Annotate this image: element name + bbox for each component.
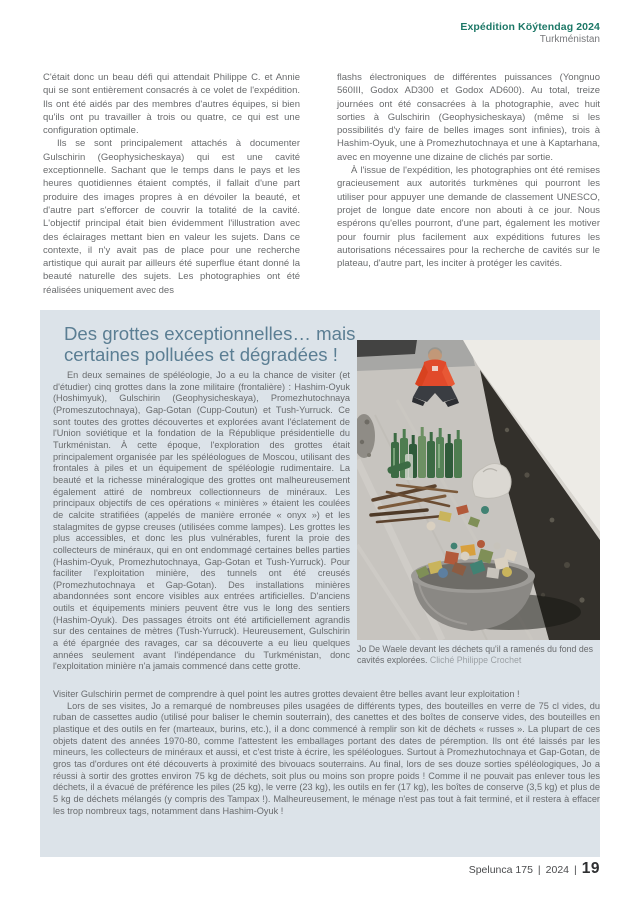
feature-heading-line1: Des grottes exceptionnelles… mais [64,323,356,344]
feature-text-column [53,370,350,673]
footer-separator: | [574,864,577,876]
feature-heading-line2: certaines polluées et dégradées ! [64,343,338,365]
magazine-name: Spelunca 175 [468,864,533,876]
expedition-title: Expédition Köýtendag 2024 [460,21,600,33]
feature-paragraph: Lors de ses visites, Jo a remarqué de nombreuses piles usagées de différents types, des bouteilles en verre de 75 cl vides, du ruban de cassettes audio (utilisé pour baliser le chemin souterrain), des canettes et des boîtes de conserve vides, des bouteilles en plastique et des outils en fer (marteaux, burins, etc.), il a donc commencé à remplir son kit de déchets « russes ». La plupart de ces objets datent des années 1970-80, comme l'attestent les emballages portant des dates de péremption. Ils ont été laissés par les mineurs, les collecteurs de minéraux et aussi, et c'est triste à écrire, les spéléologues. Surtout à Promezhutochnaya et Gap-Gotan, de gros tas d'ordures ont été découverts à proximité des bivouacs souterrains. Au final, lors de ses douze sorties spéléologiques, Jo a réussi à sortir des grottes environ 75 kg de déchets, soit plus ou moins son propre poids ! Comme il ne pouvait pas enlever tous les déchets, il a évacué de préférence les piles (25 kg), le verre (23 kg), les outils en fer (17 kg), les boîtes de conserve (3,5 kg) et plus de 5 kg de déchets mélangés (y compris des Tampax !). Malheureusement, le ménage n'est pas tout à fait terminé, et il restera à effacer les trop nombreux tags, notamment dans Hashim-Oyuk ! [53,700,600,816]
running-head [460,21,600,46]
intro-paragraph: C'était donc un beau défi qui attendait Philippe C. et Annie qui se sont entièrement consacrés à ce volet de l'expédition. Ils ont été aidés par des membres d'autres équipes, si bien qu'ils ont pu travailler à trois ou quatre, ce qui est une configuration optimale. [43,72,300,137]
page-number: 19 [581,860,600,877]
page-footer [469,860,600,878]
footer-separator: | [537,864,541,876]
intro-column-left [43,71,300,297]
photo-credit: Cliché Philippe Crochet [429,654,522,665]
feature-paragraph: Visiter Gulschirin permet de comprendre à quel point les autres grottes devaient être belles avant leur exploitation ! [53,689,520,699]
intro-section [43,71,600,297]
intro-paragraph: flashs électroniques de différentes puissances (Yongnuo 560III, Godox AD300 et Godox AD600). Au total, treize journées ont été consacrées à la photographie, avec huit sorties à Gulschirin (Geophysicheskaya) (même si les possibilités d'y faire de belles images sont infinies), trois à Hashim-Oyuk, une à Promezhutochnaya et une à Kaptarhana, avec en moyenne une dizaine de clichés par sortie. [337,72,600,163]
feature-fullwidth-text [53,689,600,817]
photo-caption [357,644,600,666]
expedition-photo [357,340,600,640]
photo-caption-text: Jo De Waele devant les déchets qu'il a ramenés du fond des cavités explorées. [357,644,594,665]
intro-column-right [337,71,600,297]
intro-paragraph: À l'issue de l'expédition, les photographies ont été remises gracieusement aux autorités turkmènes qui pourront les utiliser pour appuyer une demande de classement UNESCO, projet de longue date encore non abouti à ce jour. Nous espérons qu'elles pourront, d'une part, également les motiver pour fournir plus facilement aux expéditions futures les autorisations nécessaires pour la recherche de cavités sur le plateau, d'autre part, les inciter à protéger les cavités. [337,165,600,270]
intro-paragraph: Ils se sont principalement attachés à documenter Gulschirin (Geophysicheskaya) qui est une cavité exceptionnelle. Sachant que le temps dans le pays et les heures quotidiennes étaient comptés, il fallait d'une part produire des images propres à en dévoiler la beauté, et d'autre part s'efforcer de couvrir la totalité de la cavité. L'objectif principal était bien évidemment l'illustration avec des éclairages mettant bien en valeur les sujets. Dans ce contexte, il n'y avait pas de place pour une recherche artistique qui aurait par ailleurs été superflue étant donné la beauté naturelle des sujets. Les photographies ont été réalisées uniquement avec des [43,138,300,296]
photo-illustration [357,340,600,640]
feature-box [40,310,600,857]
issue-year: 2024 [545,864,570,876]
feature-paragraph: En deux semaines de spéléologie, Jo a eu la chance de visiter (et d'étudier) cinq grottes dans la zone militaire (frontalière) : Hashim-Oyuk (Hoshimyuk), Gulschirin (Geophysicheskaya), Promezhutochnaya (Promeszutochnaya), Gap-Gotan (Cupp-Coutun) et Tush-Yurruck. Ce sont toutes des grottes découvertes et explorées avant l'éclatement de l'Union soviétique et la fondation de la République présidentielle du Turkménistan. À cette époque, l'exploration des grottes était principalement organisée par les spéléologues de Moscou, utilisant des frontales à piles et un équipement de spéléologie rudimentaire. La beauté et la richesse minéralogique des grottes ont malheureusement également attiré de nombreux collectionneurs de minéraux. Les principaux objectifs de ces opérations « minières » étaient les coulées de calcite stratifiées (appelés de manière erronée « onyx ») et les stalagmites de gypse creuses (utilisées comme lampes). Les grottes les plus accessibles, et donc les plus vulnérables, furent la proie des collecteurs de minéraux, qui en ont endommagé certaines belles parties (Hashim-Oyuk, Promezhutochnaya, Gap-Gotan et Tush-Yurruck). Pour faciliter l'exploitation minière, des tunnels ont été creusés (Promezhutochnaya et Gap-Gotan). Des installations minières abandonnées sont encore visibles aux entrées artificielles. D'anciens outils et équipements miniers peuvent être vus le long des sentiers (Hashim-Oyuk). Des passages étroits ont été artificiellement agrandis sur des centaines de mètres (Tush-Yurruck). Heureusement, Gulschirin a été épargnée des ravages, car sa découverte a eu lieu quelques années seulement avant l'indépendance du Turkménistan, donc l'exploitation minière n'a jamais commencé dans cette grotte. [53,370,350,672]
photo-back-wall [357,340,475,371]
expedition-country: Turkménistan [539,34,600,46]
